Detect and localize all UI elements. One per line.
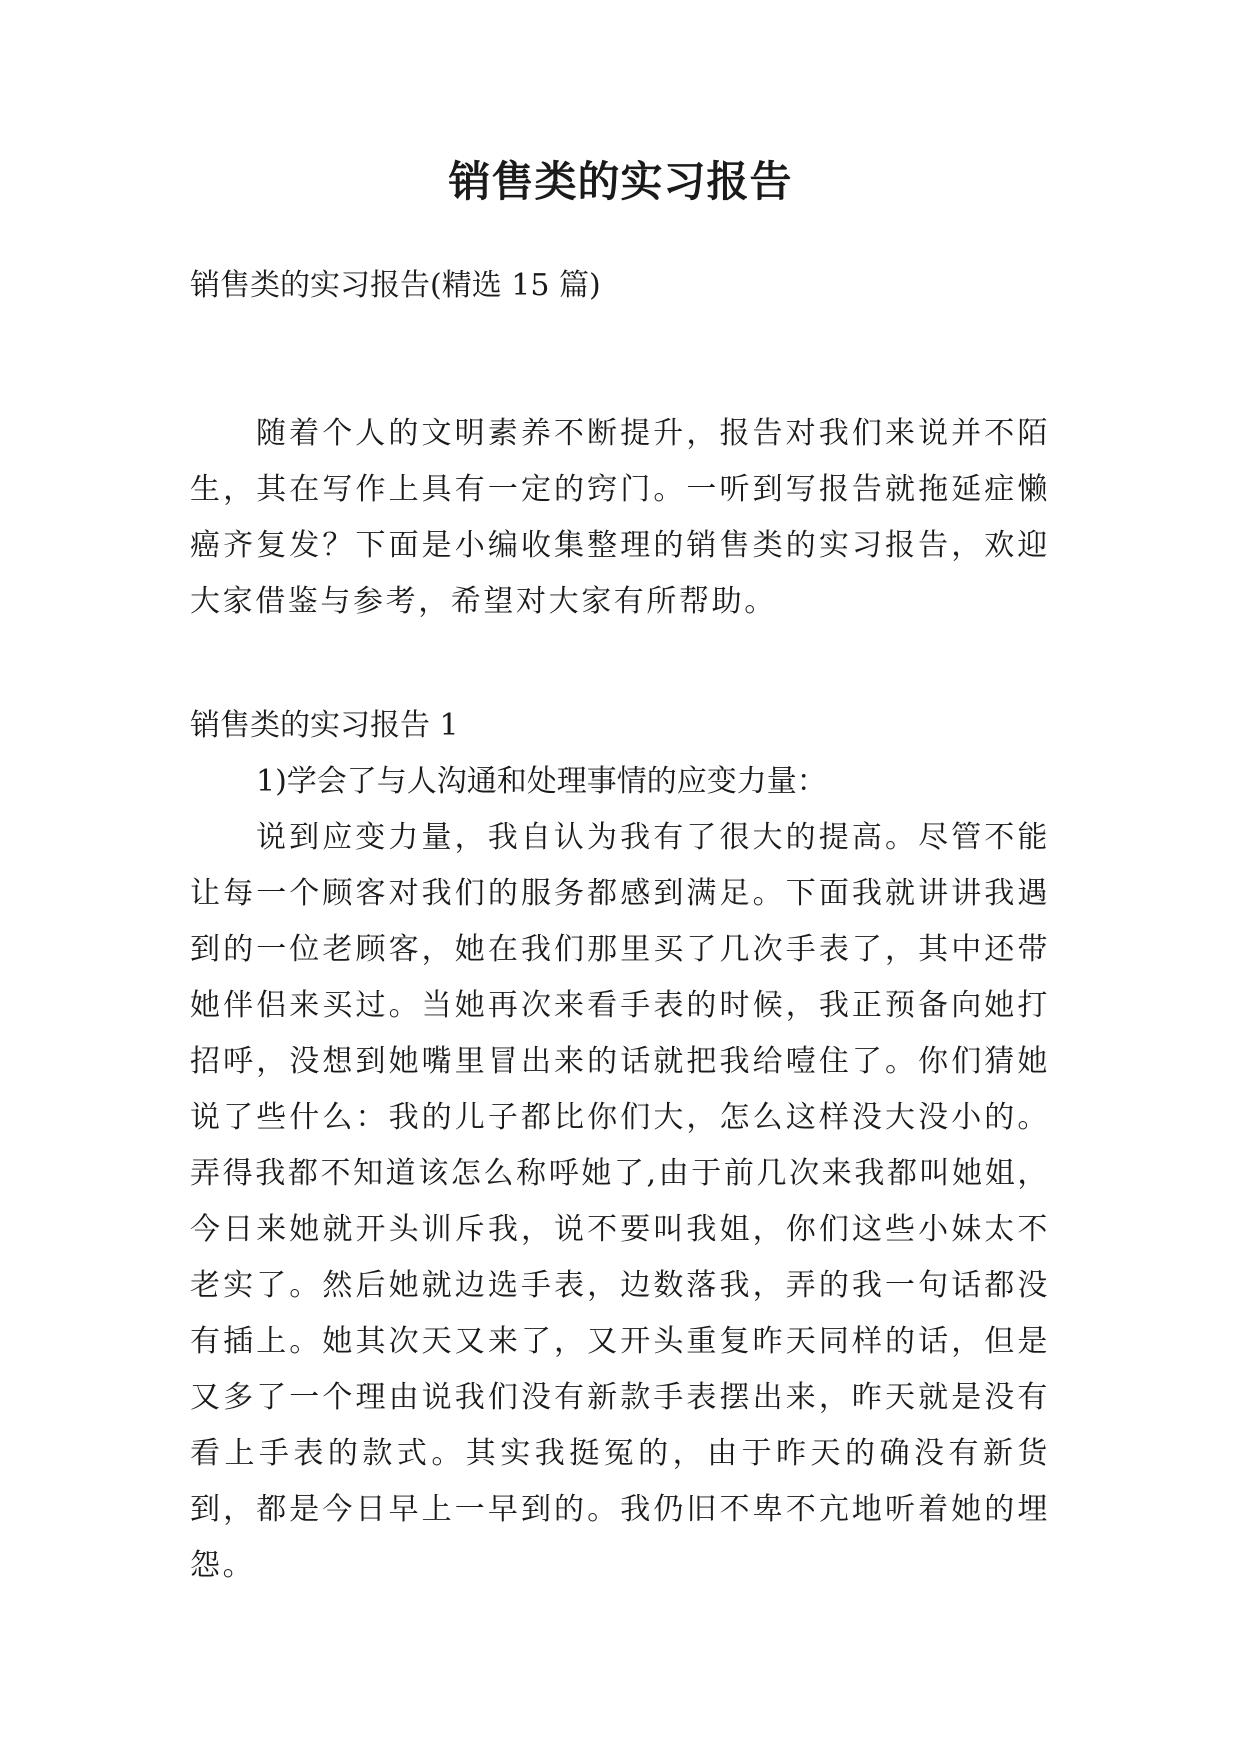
document-subtitle: 销售类的实习报告(精选 15 篇) <box>190 268 601 303</box>
story-paragraph: 说到应变力量，我自认为我有了很大的提高。尽管不能让每一个顾客对我们的服务都感到满足。下面我就讲讲我遇到的一位老顾客，她在我们那里买了几次手表了，其中还带她伴侣来买过。当她再次来看手表的时候，我正预备向她打招呼，没想到她嘴里冒出来的话就把我给噎住了。你们猜她说了些什么：我的儿子都比你们大，怎么这样没大没小的。弄得我都不知道该怎么称呼她了,由于前几次来我都叫她姐，今日来她就开头训斥我，说不要叫我姐，你们这些小妹太不老实了。然后她就边选手表，边数落我，弄的我一句话都没有插上。她其次天又来了，又开头重复昨天同样的话，但是又多了一个理由说我们没有新款手表摆出来，昨天就是没有看上手表的款式。其实我挺冤的，由于昨天的确没有新货到，都是今日早上一早到的。我仍旧不卑不亢地听着她的埋怨。 <box>190 820 1050 1583</box>
point-heading: 1)学会了与人沟通和处理事情的应变力量： <box>256 764 827 799</box>
document-title: 销售类的实习报告 <box>448 157 793 206</box>
section-heading: 销售类的实习报告 1 <box>190 708 459 743</box>
intro-paragraph: 随着个人的文明素养不断提升，报告对我们来说并不陌生，其在写作上具有一定的窍门。一听到写报告就拖延症懒癌齐复发？下面是小编收集整理的销售类的实习报告，欢迎大家借鉴与参考，希望对大家有所帮助。 <box>190 416 1050 619</box>
